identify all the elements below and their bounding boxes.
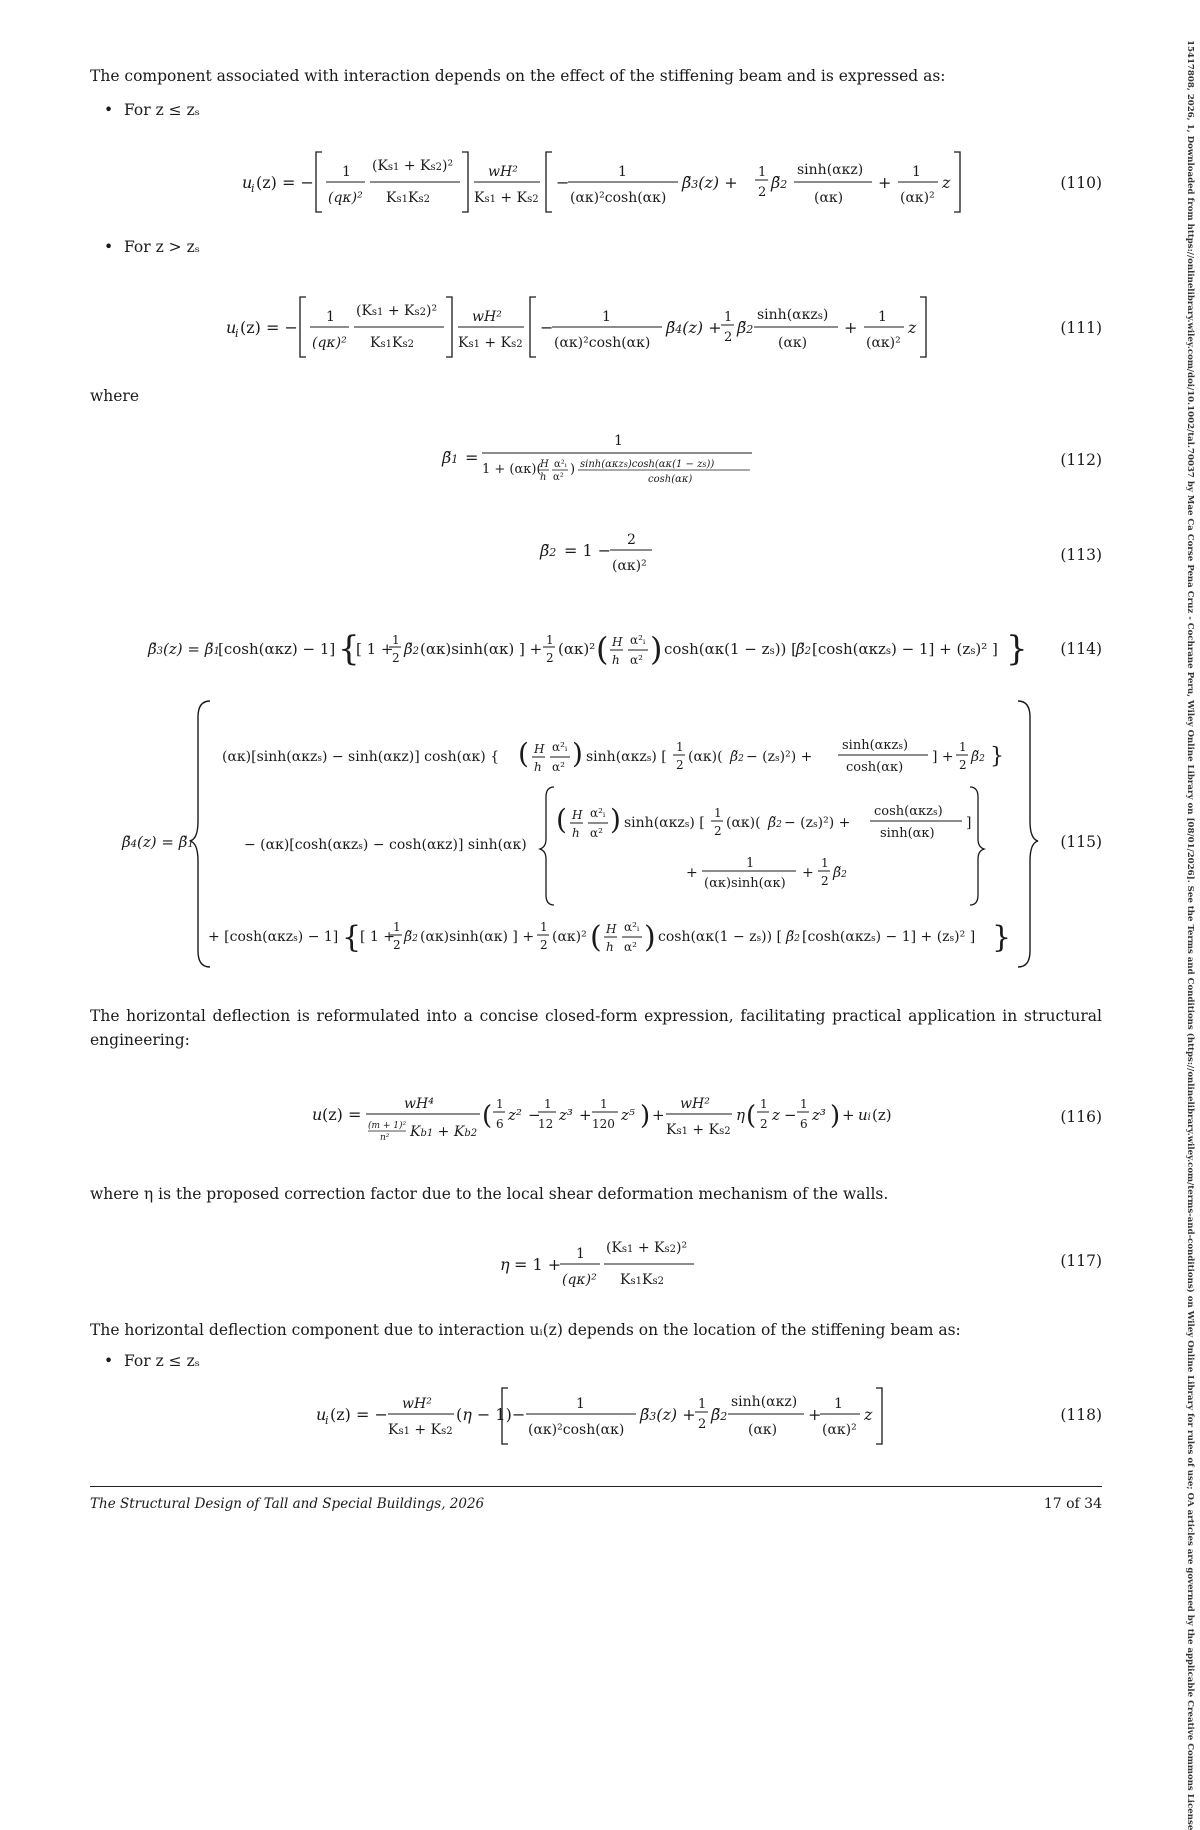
svg-text:{: {	[338, 629, 360, 669]
svg-text:1 + (ακ)(: 1 + (ακ)(	[482, 462, 542, 477]
svg-text:β̃3(z) +: β̃3(z) +	[640, 1405, 696, 1424]
svg-text:2: 2	[393, 938, 401, 952]
svg-text:h: h	[534, 760, 542, 774]
svg-text:α²ᵢ: α²ᵢ	[590, 806, 606, 820]
svg-text:(: (	[590, 920, 602, 955]
bullet-label: For z ≤ zₛ	[124, 101, 200, 119]
svg-text:α²ᵢ: α²ᵢ	[630, 633, 646, 647]
equation-112-graphic	[90, 423, 1102, 493]
svg-text:2: 2	[540, 938, 548, 952]
svg-text:[ 1 +: [ 1 +	[360, 929, 395, 945]
svg-text:wH²: wH²	[472, 309, 502, 325]
svg-text:n²: n²	[380, 1133, 390, 1143]
equation-number: (116)	[1060, 1108, 1102, 1126]
svg-text:α²ᵢ: α²ᵢ	[554, 459, 567, 470]
svg-text:(ακ)²: (ακ)²	[822, 1422, 857, 1438]
svg-text:u: u	[316, 1405, 327, 1424]
paragraph-intro: The component associated with interaction depends on the effect of the stiffening beam and is expressed as:	[90, 67, 946, 85]
svg-text:1: 1	[392, 633, 400, 647]
svg-text:1: 1	[959, 740, 967, 754]
svg-text:β̃2: β̃2	[971, 749, 985, 765]
svg-text:α²: α²	[630, 653, 643, 667]
svg-text:β̃3(z) +: β̃3(z) +	[682, 173, 738, 192]
svg-text:}: }	[1006, 629, 1028, 669]
svg-text:sinh(ακ): sinh(ακ)	[880, 826, 935, 841]
equation-116-graphic	[90, 1078, 1102, 1158]
where-label: where	[90, 387, 140, 405]
svg-text:[cosh(ακzs) − 1] + (zs)² ]: [cosh(ακzs) − 1] + (zs)² ]	[812, 640, 998, 658]
svg-text:1: 1	[834, 1396, 843, 1412]
svg-text:1: 1	[800, 1097, 808, 1111]
svg-text:(ακ)sinh(ακ) ] +: (ακ)sinh(ακ) ] +	[420, 929, 535, 945]
svg-text:(: (	[556, 803, 567, 836]
svg-text:β̃2: β̃2	[711, 1405, 728, 1424]
equation-117-graphic	[90, 1224, 1102, 1304]
svg-text:+: +	[842, 1106, 855, 1124]
svg-text:(η − 1): (η − 1)	[456, 1405, 512, 1424]
footer-rule	[90, 1486, 1102, 1487]
svg-text:): )	[572, 737, 583, 770]
svg-text:β̃2: β̃2	[771, 173, 788, 192]
svg-text:= 1 −: = 1 −	[564, 541, 612, 560]
svg-text:− (zs)²) +: − (zs)²) +	[746, 749, 813, 765]
equation-number: (113)	[1060, 546, 1102, 564]
svg-text:(ακ)[sinh(ακzs) − sinh(ακz)] c: (ακ)[sinh(ακzs) − sinh(ακz)] cosh(ακ) {	[222, 749, 500, 765]
equation-111-graphic	[90, 287, 1102, 367]
equation-113	[90, 522, 1102, 582]
svg-text:cosh(ακ): cosh(ακ)	[846, 760, 904, 775]
svg-text:(ακ): (ακ)	[814, 190, 844, 206]
svg-text:1: 1	[676, 740, 684, 754]
svg-text:1: 1	[614, 433, 623, 449]
svg-text:cosh(ακzs): cosh(ακzs)	[874, 804, 943, 819]
equation-116	[90, 1078, 1102, 1158]
svg-text:Kb1 + Kb2: Kb1 + Kb2	[410, 1124, 478, 1140]
equation-114-graphic	[90, 612, 1102, 688]
svg-text:sinh(ακzs): sinh(ακzs)	[757, 307, 829, 323]
svg-text:1: 1	[576, 1246, 585, 1262]
svg-text:Ks1 + Ks2: Ks1 + Ks2	[474, 190, 539, 206]
svg-text:cosh(ακ(1 − zs)) [: cosh(ακ(1 − zs)) [	[658, 929, 782, 945]
paragraph-closed-form: The horizontal deflection is reformulated into a concise closed-form expression, facilitating practical application in structural engineering:	[90, 1007, 1102, 1049]
svg-text:(ακ)²cosh(ακ): (ακ)²cosh(ακ)	[528, 1422, 625, 1438]
svg-text:6: 6	[800, 1117, 808, 1131]
svg-text:+: +	[579, 1106, 592, 1124]
svg-text:−: −	[528, 1106, 541, 1124]
svg-text:(ακ)²cosh(ακ): (ακ)²cosh(ακ)	[570, 190, 667, 206]
svg-text:Ks1Ks2: Ks1Ks2	[620, 1272, 664, 1288]
svg-text:12: 12	[538, 1117, 554, 1131]
svg-text:(z) = −: (z) = −	[330, 1405, 388, 1424]
svg-text:1: 1	[496, 1097, 504, 1111]
svg-text:6: 6	[496, 1117, 504, 1131]
svg-text:2: 2	[760, 1117, 768, 1131]
svg-text:(Ks1 + Ks2)²: (Ks1 + Ks2)²	[356, 303, 438, 319]
svg-text:1: 1	[821, 856, 829, 870]
svg-text:2: 2	[546, 651, 554, 665]
svg-text:=: =	[465, 448, 479, 467]
svg-text:(Ks1 + Ks2)²: (Ks1 + Ks2)²	[372, 158, 454, 174]
svg-text:(qκ)²: (qκ)²	[328, 190, 363, 206]
svg-text:(ακ)²: (ακ)²	[900, 190, 935, 206]
svg-text:(ακ): (ακ)	[778, 335, 808, 351]
svg-text:(: (	[596, 630, 609, 668]
svg-text:+: +	[802, 865, 814, 881]
svg-text:(z) = −: (z) = −	[240, 318, 298, 337]
svg-text:Ks1 + Ks2: Ks1 + Ks2	[666, 1122, 731, 1138]
svg-text:u: u	[242, 173, 253, 192]
svg-text:]: ]	[966, 815, 972, 831]
bullet-case-3: • For z ≤ zₛ	[104, 1352, 200, 1370]
equation-118-graphic	[90, 1380, 1102, 1450]
svg-text:(ακ)sinh(ακ): (ακ)sinh(ακ)	[704, 876, 786, 891]
footer-page-number: 17 of 34	[1043, 1496, 1102, 1512]
download-notice-text: 15417808, 2026, 1, Downloaded from https://onlinelibrary.wiley.com/doi/10.1002/tal.70037 by Mae Ca Corse Pena Cruz - Cochrane Peru, Wiley Online Library on [08/01/2026]. See the Terms and Conditions (https://onlinelibrary.wiley.com/terms-and-conditions) on Wiley Online Library for rules of use; OA articles are governed by the applicable Creative Commons License	[1185, 40, 1195, 1830]
svg-text:(ακ)²: (ακ)²	[866, 335, 901, 351]
svg-text:(z) = −: (z) = −	[256, 173, 314, 192]
equation-110	[90, 142, 1102, 222]
svg-text:1: 1	[724, 310, 733, 325]
svg-text:1: 1	[576, 1396, 585, 1412]
svg-text:): )	[830, 1101, 841, 1131]
svg-text:− (ακ)[cosh(ακzs) − cosh(ακz)]: − (ακ)[cosh(ακzs) − cosh(ακz)] sinh(ακ)	[244, 837, 527, 853]
svg-text:2: 2	[959, 758, 967, 772]
svg-text:H: H	[606, 922, 617, 936]
svg-text:−: −	[540, 318, 554, 337]
svg-text:): )	[570, 462, 576, 477]
svg-text:β̃3(z) = β̃1: β̃3(z) = β̃1	[148, 640, 220, 658]
svg-text:Ks1 + Ks2: Ks1 + Ks2	[388, 1422, 453, 1438]
svg-text:(ακ)²: (ακ)²	[612, 558, 647, 574]
svg-text:h: h	[540, 472, 547, 483]
svg-text:z⁵: z⁵	[621, 1106, 635, 1124]
svg-text:120: 120	[592, 1117, 615, 1131]
equation-114	[90, 612, 1102, 688]
svg-text:Ks1Ks2: Ks1Ks2	[386, 190, 430, 206]
svg-text:(ακ)sinh(ακ) ] +: (ακ)sinh(ακ) ] +	[420, 640, 543, 658]
paragraph-interaction-component: The horizontal deflection component due to interaction uᵢ(z) depends on the location of the stiffening beam as:	[90, 1321, 961, 1339]
svg-text:2: 2	[821, 874, 829, 888]
svg-text:1: 1	[393, 920, 401, 934]
paragraph-correction-factor: where η is the proposed correction factor due to the local shear deformation mechanism of the walls.	[90, 1185, 889, 1203]
svg-text:2: 2	[627, 532, 636, 548]
equation-110-graphic	[90, 142, 1102, 222]
bullet-case-2: • For z > zₛ	[104, 238, 200, 256]
svg-text:i: i	[235, 327, 239, 340]
svg-text:1: 1	[746, 856, 755, 871]
svg-text:1: 1	[618, 164, 627, 180]
svg-text:): )	[640, 1101, 651, 1131]
svg-text:β̃2: β̃2	[796, 640, 812, 658]
svg-text:2: 2	[714, 824, 722, 838]
svg-text:Ks1 + Ks2: Ks1 + Ks2	[458, 335, 523, 351]
svg-text:] +: ] +	[932, 749, 954, 765]
svg-text:1: 1	[544, 1097, 552, 1111]
equation-number: (118)	[1060, 1406, 1102, 1424]
svg-text:z: z	[942, 173, 951, 192]
svg-text:2: 2	[676, 758, 684, 772]
svg-text:cosh(ακ): cosh(ακ)	[648, 474, 693, 485]
svg-text:}: }	[992, 920, 1012, 955]
svg-text:(ακ)²: (ακ)²	[552, 929, 587, 945]
svg-text:wH²: wH²	[488, 164, 518, 180]
bullet-label: For z ≤ zₛ	[124, 1352, 200, 1370]
svg-text:(ακ)(: (ακ)(	[726, 815, 761, 831]
svg-text:h: h	[606, 940, 614, 954]
equation-number: (110)	[1060, 174, 1102, 192]
svg-text:wH²: wH²	[402, 1396, 432, 1412]
svg-text:sinh(ακzs): sinh(ακzs)	[842, 738, 909, 753]
svg-text:wH²: wH²	[680, 1096, 710, 1112]
svg-text:(ακ)(: (ακ)(	[688, 749, 723, 765]
equation-115-graphic	[90, 693, 1102, 973]
svg-text:): )	[650, 630, 663, 668]
svg-text:1: 1	[758, 165, 767, 180]
svg-text:H: H	[534, 742, 545, 756]
svg-text:cosh(ακ(1 − zs)) [: cosh(ακ(1 − zs)) [	[664, 640, 798, 658]
svg-text:sinh(ακzs)cosh(ακ(1 − zs)): sinh(ακzs)cosh(ακ(1 − zs))	[580, 459, 715, 470]
svg-text:β̃1: β̃1	[442, 448, 459, 467]
svg-text:α²: α²	[553, 472, 564, 483]
svg-text:1: 1	[326, 309, 335, 325]
equation-115	[90, 693, 1102, 973]
svg-text:h: h	[572, 826, 580, 840]
svg-text:2: 2	[724, 330, 733, 345]
svg-text:β̃2: β̃2	[833, 865, 847, 881]
equation-117	[90, 1224, 1102, 1304]
equation-113-graphic	[90, 522, 1102, 582]
svg-text:α²: α²	[590, 826, 603, 840]
svg-text:z³: z³	[559, 1106, 573, 1124]
svg-text:u: u	[226, 318, 237, 337]
svg-text:η: η	[736, 1106, 745, 1124]
svg-text:β̃4(z) = β̃1: β̃4(z) = β̃1	[122, 833, 194, 851]
svg-text:(: (	[746, 1101, 757, 1131]
svg-text:1: 1	[912, 164, 921, 180]
svg-text:+: +	[808, 1405, 822, 1424]
svg-text:β̃2: β̃2	[404, 929, 418, 945]
svg-text:β̃2: β̃2	[404, 640, 420, 658]
svg-text:+ [cosh(ακzs) − 1]: + [cosh(ακzs) − 1]	[208, 929, 339, 945]
svg-text:u: u	[312, 1105, 323, 1124]
svg-text:sinh(ακzs) [: sinh(ακzs) [	[586, 749, 667, 765]
svg-text:1: 1	[540, 920, 548, 934]
svg-text:}: }	[990, 744, 1004, 769]
equation-number: (112)	[1060, 451, 1102, 469]
svg-text:= 1 +: = 1 +	[514, 1255, 562, 1274]
svg-text:2: 2	[758, 185, 767, 200]
svg-text:1: 1	[342, 164, 351, 180]
svg-text:(ακ)²cosh(ακ): (ακ)²cosh(ακ)	[554, 335, 651, 351]
svg-text:[cosh(ακzs) − 1] + (zs)² ]: [cosh(ακzs) − 1] + (zs)² ]	[802, 929, 976, 945]
equation-number: (111)	[1060, 319, 1102, 337]
equation-number: (115)	[1060, 833, 1102, 851]
svg-text:β̃2: β̃2	[786, 929, 800, 945]
svg-text:α²: α²	[624, 940, 637, 954]
svg-text:wH⁴: wH⁴	[404, 1096, 434, 1112]
svg-text:(: (	[518, 737, 529, 770]
svg-text:2: 2	[392, 651, 400, 665]
svg-text:1: 1	[600, 1097, 608, 1111]
svg-text:z³: z³	[812, 1106, 826, 1124]
equation-111	[90, 287, 1102, 367]
svg-text:Ks1Ks2: Ks1Ks2	[370, 335, 414, 351]
svg-text:−: −	[512, 1405, 526, 1424]
svg-text:z: z	[908, 318, 917, 337]
svg-text:β̃2: β̃2	[768, 815, 782, 831]
svg-text:(Ks1 + Ks2)²: (Ks1 + Ks2)²	[606, 1240, 688, 1256]
svg-text:h: h	[612, 653, 620, 667]
svg-text:β̃2: β̃2	[737, 318, 754, 337]
svg-text:[ 1 +: [ 1 +	[356, 640, 394, 658]
svg-text:sinh(ακz): sinh(ακz)	[797, 162, 864, 178]
svg-text:−: −	[784, 1106, 797, 1124]
svg-text:z²: z²	[508, 1106, 522, 1124]
svg-text:): )	[610, 803, 621, 836]
svg-text:(m + 1)²: (m + 1)²	[368, 1121, 407, 1131]
footer-journal: The Structural Design of Tall and Special Buildings, 2026	[90, 1496, 485, 1512]
svg-text:1: 1	[602, 309, 611, 325]
svg-text:(qκ)²: (qκ)²	[312, 335, 347, 351]
svg-text:−: −	[556, 173, 570, 192]
svg-text:β̃4(z) +: β̃4(z) +	[666, 318, 722, 337]
svg-text:[cosh(ακz) − 1]: [cosh(ακz) − 1]	[218, 640, 336, 658]
svg-text:+: +	[844, 318, 858, 337]
svg-text:H: H	[612, 635, 623, 649]
svg-text:z: z	[864, 1405, 873, 1424]
svg-text:i: i	[251, 182, 255, 195]
svg-text:+: +	[878, 173, 892, 192]
svg-text:H: H	[572, 808, 583, 822]
svg-text:1: 1	[714, 806, 722, 820]
svg-text:): )	[644, 920, 656, 955]
equation-number: (117)	[1060, 1252, 1102, 1270]
svg-text:+: +	[686, 865, 698, 881]
svg-text:i: i	[325, 1414, 329, 1427]
svg-text:α²ᵢ: α²ᵢ	[552, 740, 568, 754]
svg-text:z: z	[772, 1106, 780, 1124]
svg-text:{: {	[342, 920, 362, 955]
svg-text:sinh(ακz): sinh(ακz)	[731, 1394, 798, 1410]
svg-text:1: 1	[546, 633, 554, 647]
equation-number: (114)	[1060, 640, 1102, 658]
svg-text:α²: α²	[552, 760, 565, 774]
svg-text:2: 2	[698, 1417, 707, 1432]
download-notice-sidebar	[1183, 40, 1199, 1830]
bullet-case-1: • For z ≤ zₛ	[104, 101, 200, 119]
svg-text:1: 1	[760, 1097, 768, 1111]
svg-text:ui: ui	[858, 1106, 871, 1124]
svg-text:α²ᵢ: α²ᵢ	[624, 920, 640, 934]
svg-text:β̃2: β̃2	[730, 749, 744, 765]
equation-112	[90, 423, 1102, 493]
svg-text:(z) =: (z) =	[322, 1105, 362, 1124]
svg-text:η: η	[500, 1255, 510, 1274]
svg-text:β̃2: β̃2	[540, 541, 557, 560]
svg-text:+: +	[652, 1106, 665, 1124]
svg-text:(: (	[482, 1101, 493, 1131]
svg-text:1: 1	[698, 1397, 707, 1412]
bullet-label: For z > zₛ	[124, 238, 200, 256]
svg-text:− (zs)²) +: − (zs)²) +	[784, 815, 851, 831]
svg-text:(ακ)²: (ακ)²	[558, 640, 596, 658]
svg-text:(qκ)²: (qκ)²	[562, 1272, 597, 1288]
svg-text:(z): (z)	[872, 1106, 892, 1124]
svg-text:1: 1	[878, 309, 887, 325]
equation-118	[90, 1380, 1102, 1450]
svg-text:(ακ): (ακ)	[748, 1422, 778, 1438]
svg-text:sinh(ακzs) [: sinh(ακzs) [	[624, 815, 705, 831]
svg-text:H: H	[540, 459, 549, 470]
